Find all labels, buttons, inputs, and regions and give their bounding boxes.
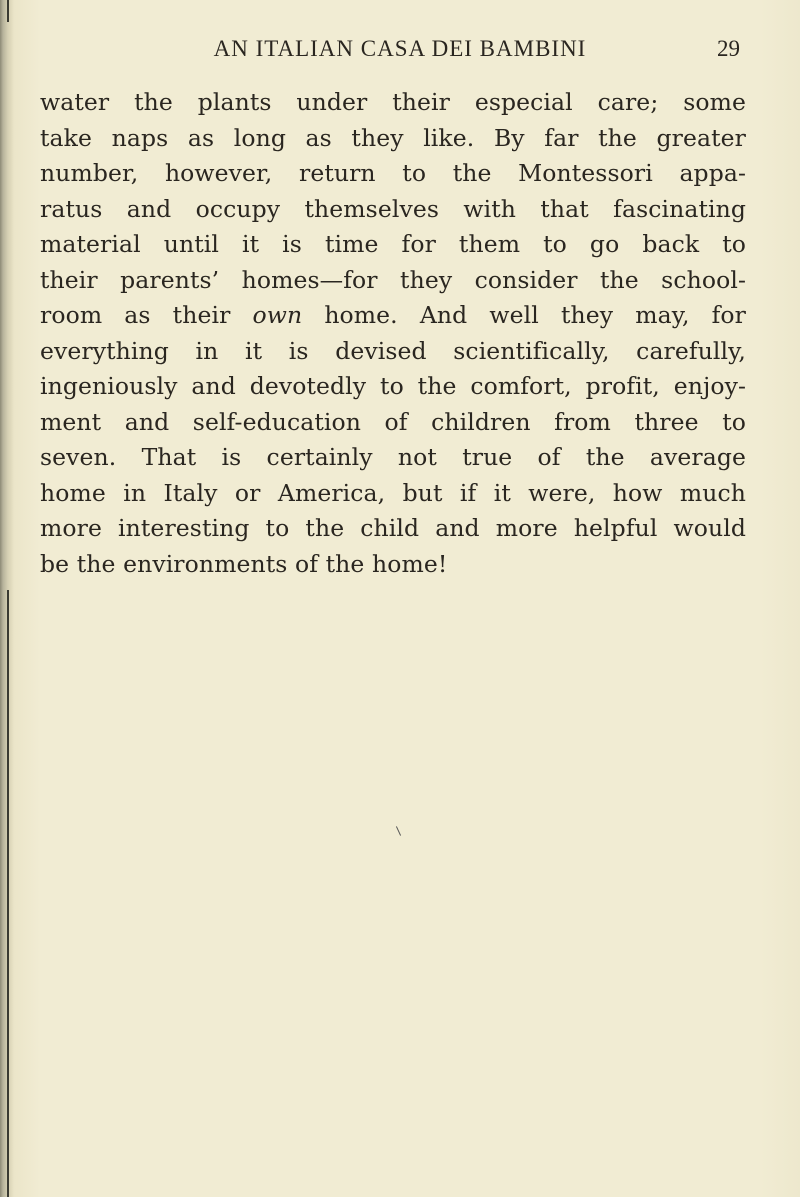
text-line <box>40 369 746 405</box>
text-line <box>40 192 746 228</box>
text-segment: room as their <box>40 301 253 329</box>
binding-line-upper <box>7 0 9 22</box>
text-segment: ingeniously and devotedly to the comfort, profit, enjoy- <box>40 372 746 400</box>
text-segment: their parents’ homes—for they consider the school- <box>40 265 746 294</box>
text-line <box>40 405 746 441</box>
text-segment: everything in it is devised scientifically, carefully, <box>40 336 746 365</box>
text-segment: ment and self-education of children from three to <box>40 407 746 436</box>
text-segment: home. And well they may, for <box>302 301 746 329</box>
text-segment: ratus and occupy themselves with that fascinating <box>40 194 746 223</box>
text-line <box>40 334 746 370</box>
italic-emphasis: own <box>252 301 303 329</box>
text-line <box>40 227 746 263</box>
text-line <box>40 156 746 192</box>
text-line-final <box>40 547 746 583</box>
text-segment: home in Italy or America, but if it were, how much <box>40 478 746 507</box>
text-line <box>40 121 746 157</box>
text-segment: take naps as long as they like. By far the greater <box>40 123 746 152</box>
stray-print-mark <box>396 826 401 835</box>
text-segment: water the plants under their especial care; some <box>40 88 746 116</box>
binding-line-lower <box>7 590 9 1197</box>
running-head-title: AN ITALIAN CASA DEI BAMBINI <box>213 36 587 61</box>
text-segment: seven. That is certainly not true of the average <box>40 443 746 471</box>
text-segment: material until it is time for them to go back to <box>40 230 746 258</box>
text-line <box>40 263 746 299</box>
text-segment: more interesting to the child and more helpful would <box>40 514 746 542</box>
text-segment: number, however, return to the Montessori appa- <box>40 159 746 187</box>
text-segment: be the environments of the home! <box>40 549 448 578</box>
text-line <box>40 298 746 334</box>
body-paragraph <box>40 85 746 582</box>
text-line <box>40 440 746 476</box>
text-line <box>40 85 746 121</box>
page-number: 29 <box>717 36 740 61</box>
text-line <box>40 511 746 547</box>
text-line <box>40 476 746 512</box>
